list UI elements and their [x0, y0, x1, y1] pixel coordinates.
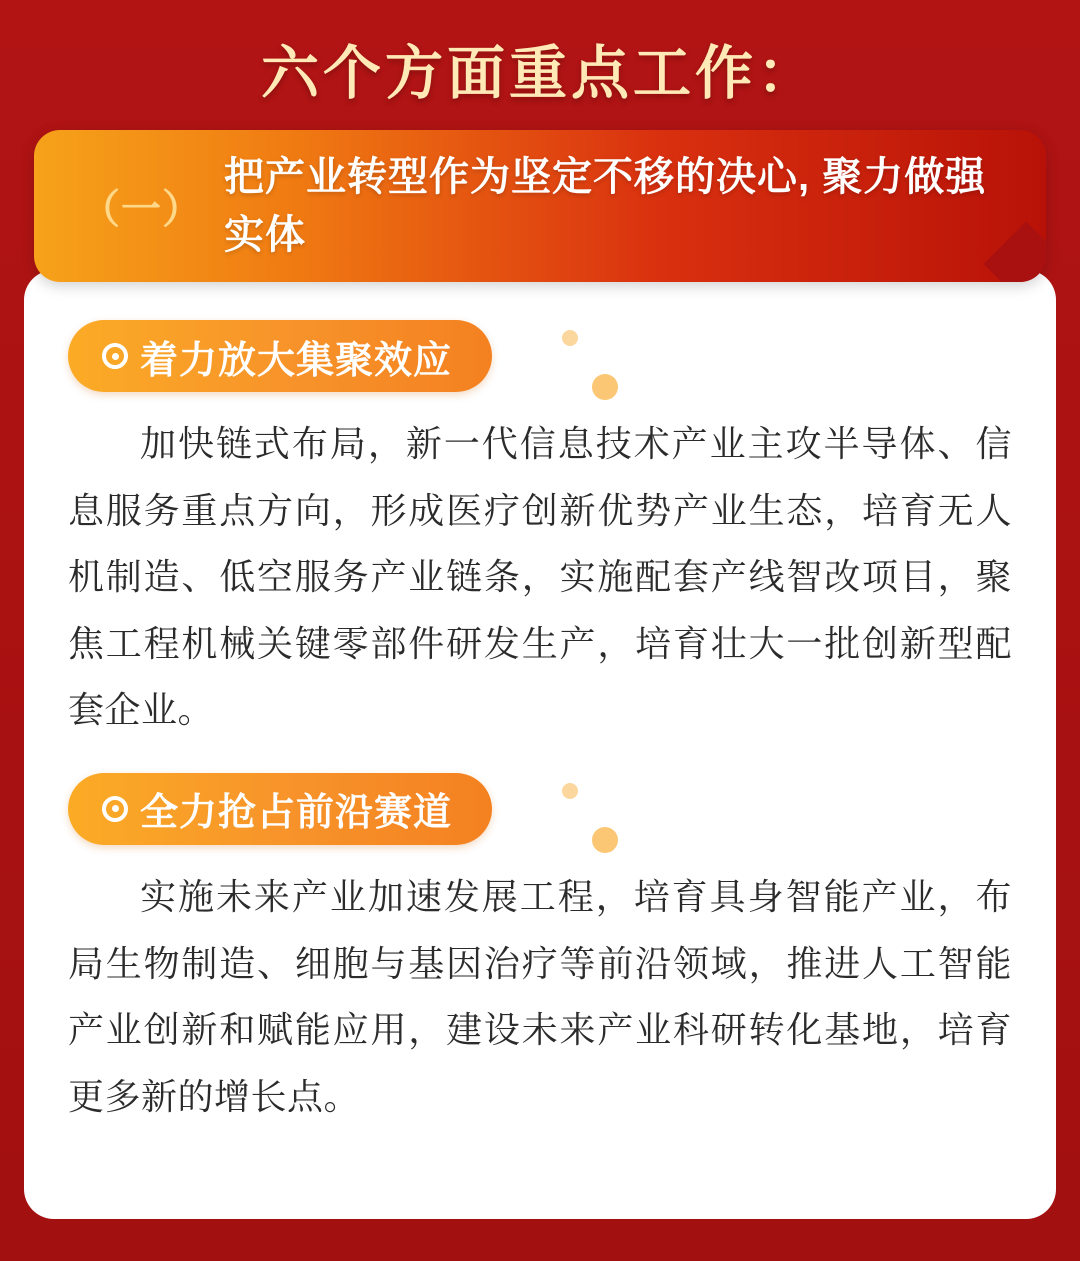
subheading-label-1: 着力放大集聚效应 — [140, 339, 453, 382]
page-title: 六个方面重点工作： — [260, 39, 819, 107]
paragraph-2: 实施未来产业加速发展工程，培育具身智能产业，布局生物制造、细胞与基因治疗等前沿领域，推进人工智能产业创新和赋能应用，建设未来产业科研转化基地，培育更多新的增长点。 — [68, 876, 1012, 1118]
section-header — [34, 130, 1046, 282]
decor-circle — [592, 374, 618, 400]
subheading-pill-2 — [68, 773, 492, 845]
paragraph-1: 加快链式布局，新一代信息技术产业主攻半导体、信息服务重点方向，形成医疗创新优势产业生态，培育无人机制造、低空服务产业链条，实施配套产线智改项目，聚焦工程机械关键零部件研发生产，培育壮大一批创新型配套企业。 — [68, 424, 1012, 732]
target-dot-icon — [102, 343, 128, 369]
subheading-block-2 — [68, 773, 1012, 849]
target-dot-icon — [102, 796, 128, 822]
decor-circle-small — [562, 783, 578, 799]
decor-circle-small — [562, 330, 578, 346]
section-title: 把产业转型作为坚定不移的决心, 聚力做强实体 — [224, 155, 987, 257]
subheading-block-1 — [68, 320, 1012, 396]
section-index: （一） — [80, 187, 203, 232]
decor-circle — [592, 827, 618, 853]
subheading-pill-1 — [68, 320, 492, 392]
content-card — [24, 270, 1056, 1219]
subheading-label-2: 全力抢占前沿赛道 — [140, 792, 453, 835]
